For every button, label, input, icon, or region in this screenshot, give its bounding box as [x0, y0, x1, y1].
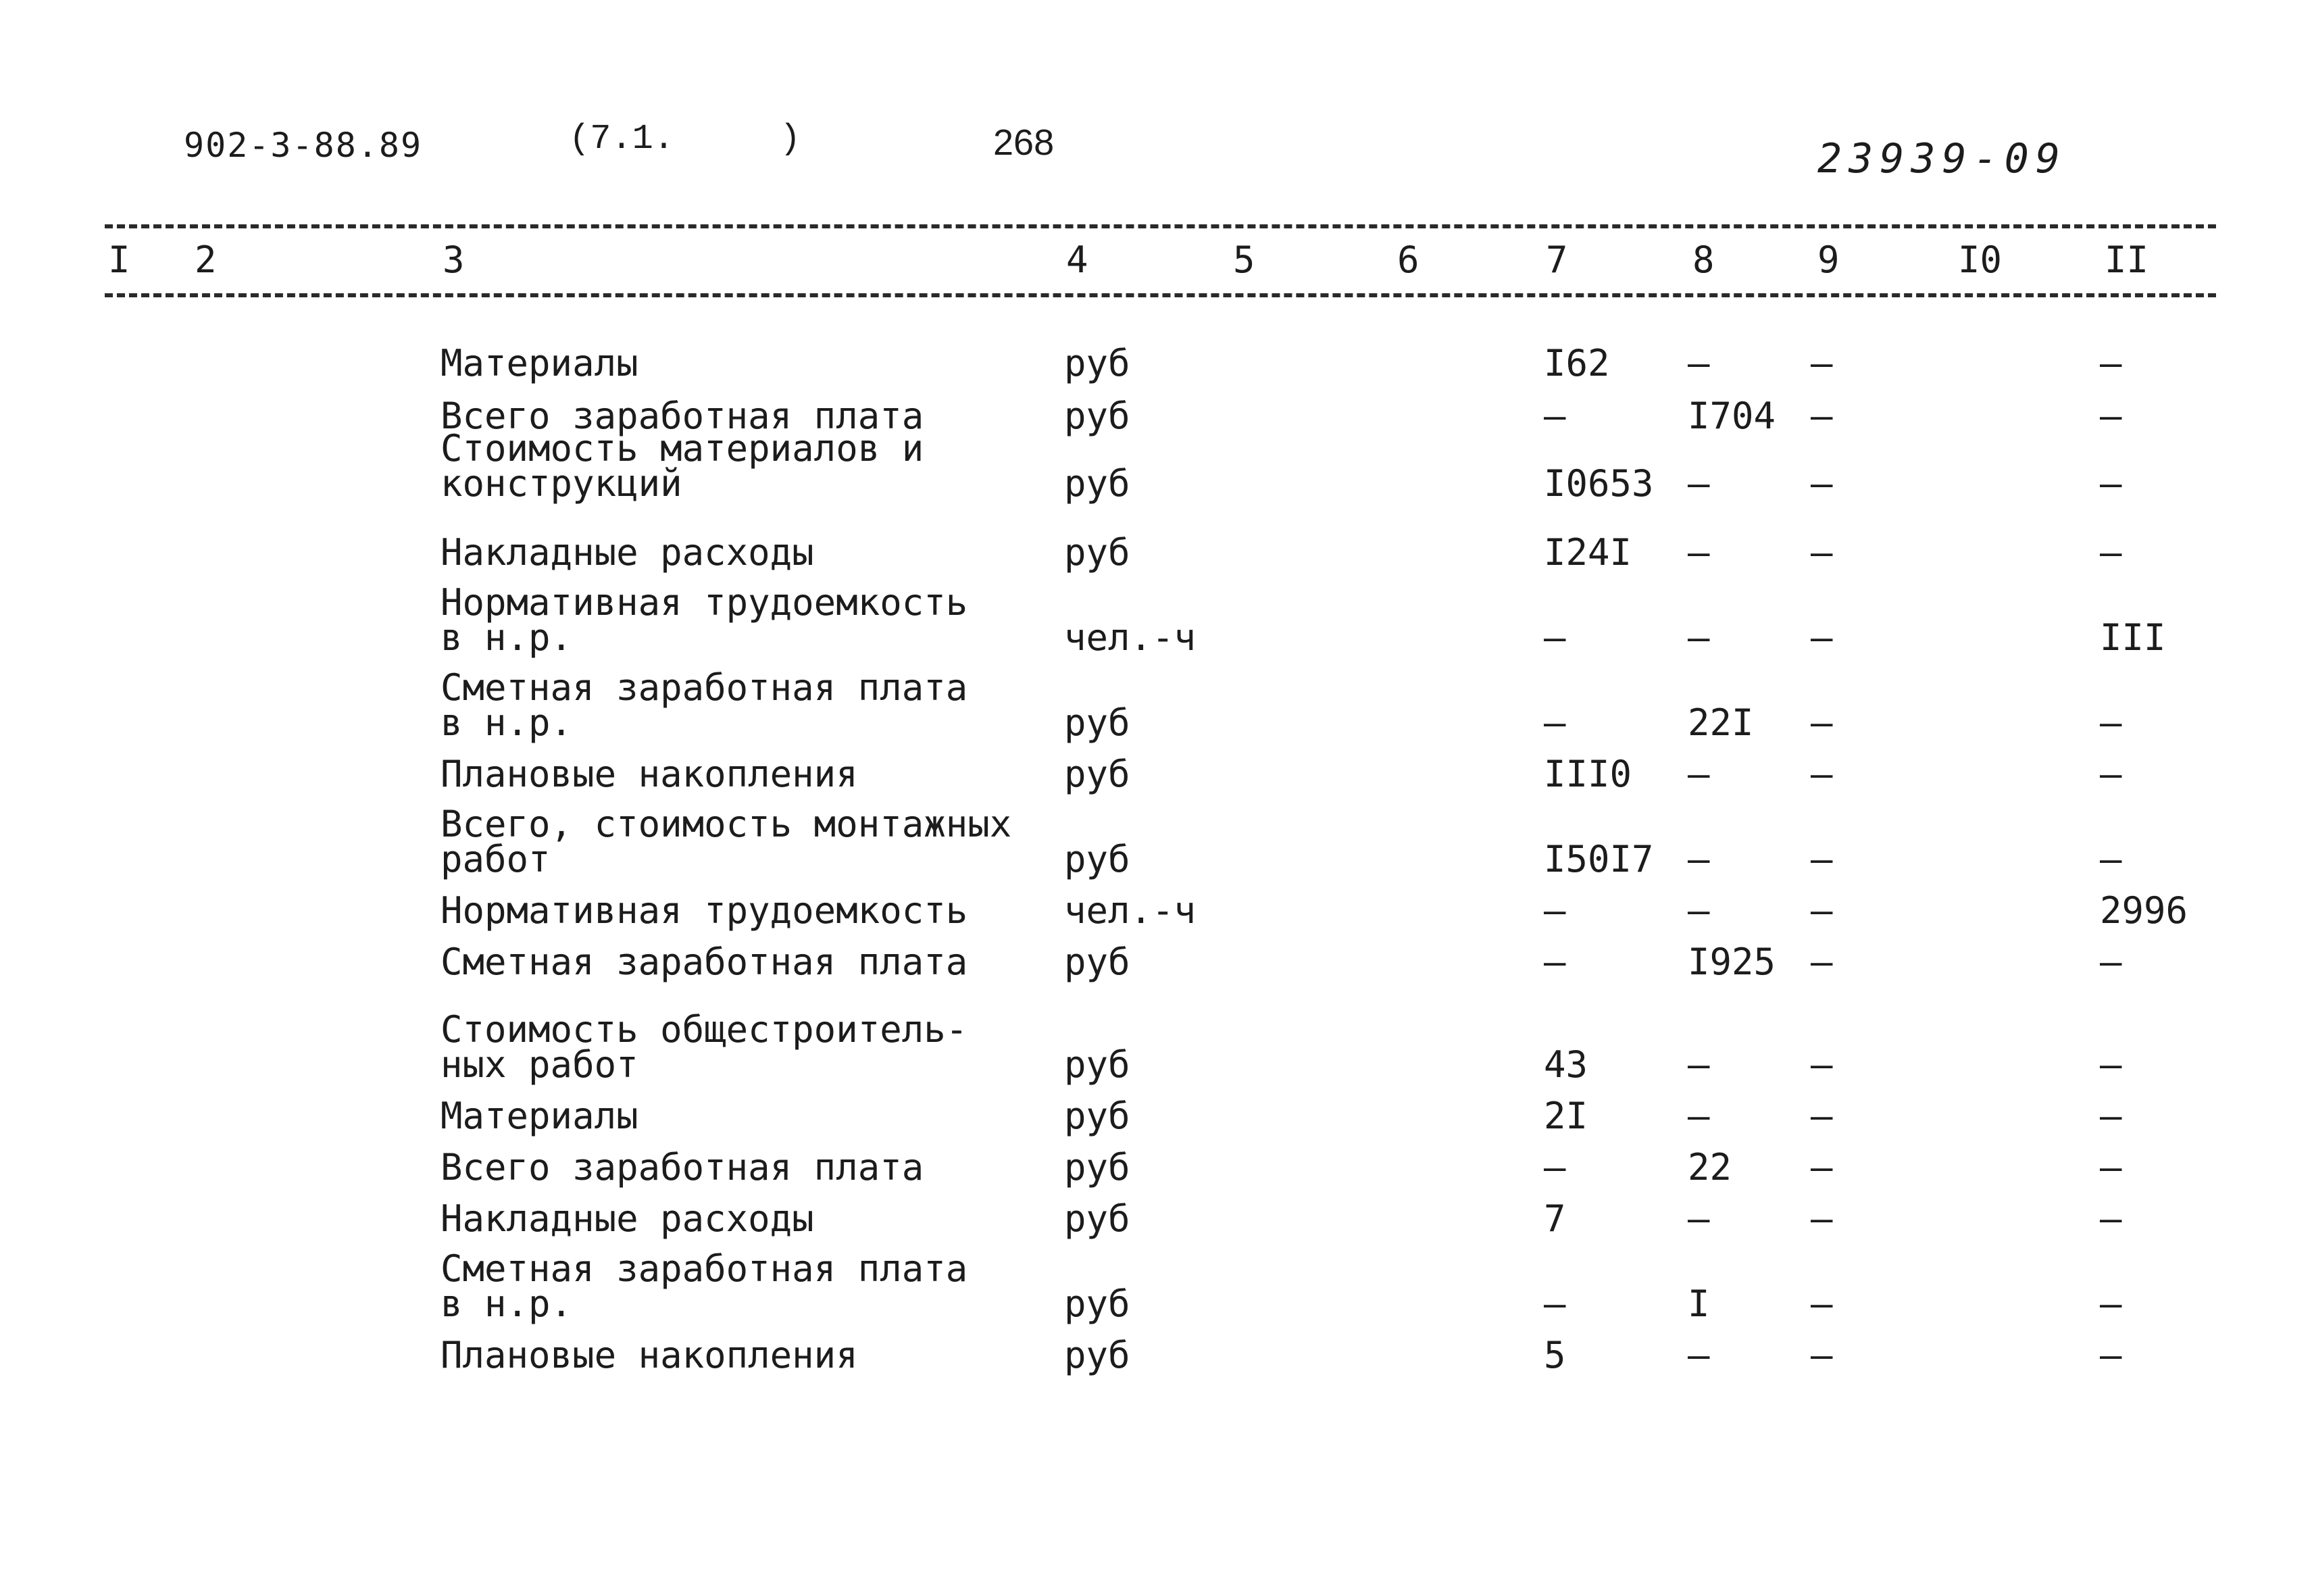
row-label: Сметная заработная плата в н.р.: [441, 1247, 968, 1325]
column-number: I0: [1958, 239, 2003, 281]
col9-value: –: [1811, 462, 1833, 505]
page-number: 268: [993, 122, 1055, 163]
row-label: Сметная заработная плата: [441, 941, 968, 983]
col11-value: –: [2100, 1043, 2122, 1086]
col7-value: –: [1544, 701, 1566, 744]
table-row: [0, 1247, 2314, 1325]
row-label: Нормативная трудоемкость: [441, 889, 968, 932]
col9-value: –: [1811, 616, 1833, 659]
col11-value: –: [2100, 462, 2122, 505]
unit-cell: чел.-ч: [1064, 889, 1197, 932]
col9-value: –: [1811, 941, 1833, 983]
col11-value: –: [2100, 1334, 2122, 1376]
unit-cell: руб: [1064, 753, 1130, 795]
col8-value: 22I: [1688, 701, 1754, 744]
col9-value: –: [1811, 1197, 1833, 1240]
table-row: [0, 941, 2314, 983]
col11-value: 2996: [2100, 889, 2188, 932]
col7-value: –: [1544, 889, 1566, 932]
row-label: Накладные расходы: [441, 531, 814, 574]
col11-value: –: [2100, 941, 2122, 983]
inventory-stamp-number: 23939-09: [1817, 135, 2067, 182]
row-label: Всего, стоимость монтажных работ: [441, 803, 1012, 880]
col8-value: –: [1688, 531, 1710, 574]
col11-value: –: [2100, 395, 2122, 437]
column-number: 8: [1692, 239, 1715, 281]
col11-value: III: [2100, 616, 2166, 659]
col7-value: –: [1544, 1146, 1566, 1189]
col7-value: 2I: [1544, 1095, 1588, 1137]
col8-value: –: [1688, 889, 1710, 932]
unit-cell: руб: [1064, 838, 1130, 880]
unit-cell: руб: [1064, 1334, 1130, 1376]
col11-value: –: [2100, 1282, 2122, 1325]
unit-cell: руб: [1064, 1043, 1130, 1086]
col8-value: –: [1688, 1334, 1710, 1376]
col7-value: 43: [1544, 1043, 1588, 1086]
table-row: [0, 753, 2314, 795]
col8-value: –: [1688, 838, 1710, 880]
col8-value: I: [1688, 1282, 1710, 1325]
col9-value: –: [1811, 701, 1833, 744]
unit-cell: руб: [1064, 531, 1130, 574]
col7-value: –: [1544, 395, 1566, 437]
row-label: Стоимость общестроитель- ных работ: [441, 1008, 968, 1086]
table-row: [0, 1095, 2314, 1137]
col7-value: –: [1544, 941, 1566, 983]
col8-value: I704: [1688, 395, 1776, 437]
col9-value: –: [1811, 531, 1833, 574]
col9-value: –: [1811, 889, 1833, 932]
col7-value: –: [1544, 1282, 1566, 1325]
col8-value: –: [1688, 342, 1710, 384]
col9-value: –: [1811, 838, 1833, 880]
col9-value: –: [1811, 753, 1833, 795]
column-number: I: [108, 239, 130, 281]
col11-value: –: [2100, 1197, 2122, 1240]
row-label: Сметная заработная плата в н.р.: [441, 666, 968, 744]
unit-cell: руб: [1064, 395, 1130, 437]
col7-value: I0653: [1544, 462, 1654, 505]
table-row: [0, 1197, 2314, 1240]
col11-value: –: [2100, 701, 2122, 744]
col8-value: –: [1688, 753, 1710, 795]
table-row: [0, 427, 2314, 505]
row-label: Материалы: [441, 342, 638, 384]
col11-value: –: [2100, 342, 2122, 384]
table-row: [0, 395, 2314, 437]
col9-value: –: [1811, 395, 1833, 437]
col9-value: –: [1811, 1043, 1833, 1086]
col9-value: –: [1811, 1146, 1833, 1189]
row-label: Всего заработная плата: [441, 395, 924, 437]
column-number: 6: [1397, 239, 1419, 281]
unit-cell: руб: [1064, 462, 1130, 505]
col11-value: –: [2100, 838, 2122, 880]
column-number: II: [2105, 239, 2149, 281]
row-label: Плановые накопления: [441, 753, 858, 795]
col8-value: –: [1688, 1043, 1710, 1086]
col8-value: 22: [1688, 1146, 1732, 1189]
table-row: [0, 531, 2314, 574]
document-code: 902-3-88.89: [184, 126, 423, 165]
col11-value: –: [2100, 753, 2122, 795]
col7-value: 7: [1544, 1197, 1566, 1240]
col9-value: –: [1811, 342, 1833, 384]
col9-value: –: [1811, 1095, 1833, 1137]
row-label: Всего заработная плата: [441, 1146, 924, 1189]
column-number: 4: [1066, 239, 1088, 281]
row-label: Плановые накопления: [441, 1334, 858, 1376]
column-number: 7: [1546, 239, 1568, 281]
col11-value: –: [2100, 1095, 2122, 1137]
col7-value: I24I: [1544, 531, 1632, 574]
col8-value: I925: [1688, 941, 1776, 983]
col11-value: –: [2100, 1146, 2122, 1189]
row-label: Материалы: [441, 1095, 638, 1137]
row-label: Накладные расходы: [441, 1197, 814, 1240]
col7-value: –: [1544, 616, 1566, 659]
table-row: [0, 666, 2314, 744]
table-row: [0, 803, 2314, 880]
table-row: [0, 1334, 2314, 1376]
table-row: [0, 342, 2314, 384]
column-number: 9: [1817, 239, 1840, 281]
table-row: [0, 889, 2314, 932]
row-label: Нормативная трудоемкость в н.р.: [441, 581, 968, 659]
unit-cell: руб: [1064, 701, 1130, 744]
table-row: [0, 1146, 2314, 1189]
unit-cell: руб: [1064, 1197, 1130, 1240]
col8-value: –: [1688, 1095, 1710, 1137]
column-number: 2: [195, 239, 217, 281]
unit-cell: руб: [1064, 1282, 1130, 1325]
column-number: 3: [443, 239, 465, 281]
col9-value: –: [1811, 1282, 1833, 1325]
unit-cell: руб: [1064, 1146, 1130, 1189]
col9-value: –: [1811, 1334, 1833, 1376]
table-row: [0, 1008, 2314, 1086]
col7-value: I50I7: [1544, 838, 1654, 880]
col8-value: –: [1688, 462, 1710, 505]
row-label: Стоимость материалов и конструкций: [441, 427, 924, 505]
table-row: [0, 581, 2314, 659]
col8-value: –: [1688, 1197, 1710, 1240]
unit-cell: руб: [1064, 1095, 1130, 1137]
col7-value: I62: [1544, 342, 1610, 384]
column-number: 5: [1233, 239, 1255, 281]
col8-value: –: [1688, 616, 1710, 659]
col7-value: III0: [1544, 753, 1632, 795]
unit-cell: руб: [1064, 941, 1130, 983]
col7-value: 5: [1544, 1334, 1566, 1376]
col11-value: –: [2100, 531, 2122, 574]
sheet-reference: (7.1. ): [569, 119, 801, 159]
unit-cell: чел.-ч: [1064, 616, 1197, 659]
unit-cell: руб: [1064, 342, 1130, 384]
